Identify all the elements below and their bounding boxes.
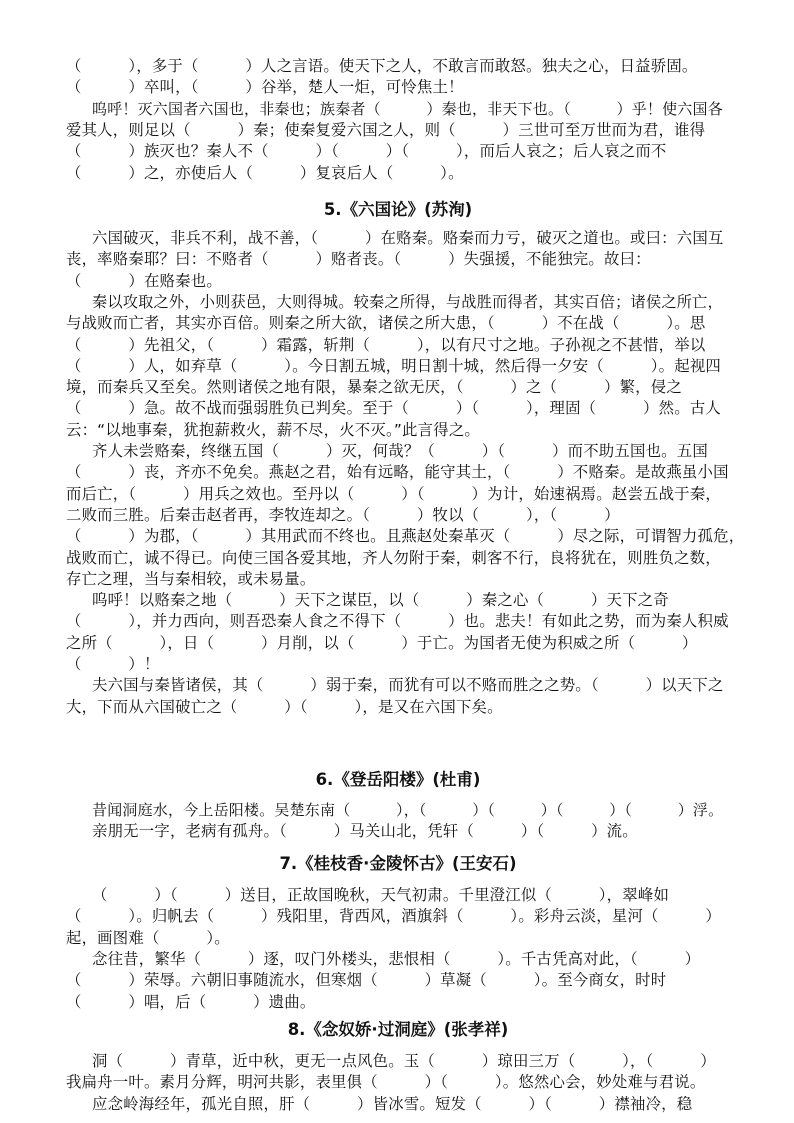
text-line: （ ），并力西向，则吾恐秦人食之不得下（ ）也。悲夫！有如此之势，而为秦人积威 <box>66 612 729 631</box>
text-line: 起，画图难（ ）。 <box>66 928 230 947</box>
text-line: 念往昔，繁华（ ）逐，叹门外楼头，悲恨相（ ）。千古凭高对此，（ ） <box>92 949 701 968</box>
text-line: 与战败而亡者，其实亦百倍。则秦之所大欲，诸侯之所大患，（ ）不在战（ ）。思 <box>66 314 706 333</box>
text-line: （ ），多于（ ）人之言语。使天下之人，不敢言而敢怒。独夫之心，日益骄固。 <box>66 57 698 75</box>
text-line: 夫六国与秦皆诸侯，其（ ）弱于秦，而犹有可以不赂而胜之之势。（ ）以天下之 <box>92 676 724 695</box>
text-line: 洞（ ）青草，近中秋，更无一点风色。玉（ ）琼田三万（ ），（ ） <box>92 1052 716 1070</box>
text-line: 云：“以地事秦，犹抱薪救火，薪不尽，火不灭。”此言得之。 <box>66 420 481 439</box>
text-line: （ ）为郡，（ ）其用武而不终也。且燕赵处秦革灭（ ）尽之际，可谓智力孤危， <box>66 527 745 546</box>
text-line: （ ）丧，齐亦不免矣。燕赵之君，始有远略，能守其土，（ ）不赂秦。是故燕虽小国 <box>66 463 729 482</box>
text-line: （ ）！ <box>66 655 160 673</box>
text-line: 丧，率赂秦耶？曰：不赂者（ ）赂者丧。（ ）失强援，不能独完。故曰： <box>66 250 651 269</box>
section-title: 8.《念奴娇·过洞庭》(张孝祥) <box>287 1020 509 1039</box>
text-line: 应念岭海经年，孤光自照，肝（ ）皆冰雪。短发（ ）（ ）襟袖冷，稳 <box>92 1094 693 1113</box>
text-line: （ ）在赂秦也。 <box>66 271 222 290</box>
text-line: 二败而三胜。后秦击赵者再，李牧连却之。（ ）牧以（ ），（ ） <box>66 505 620 524</box>
text-line: 大，下而从六国破亡之（ ）（ ），是又在六国下矣。 <box>66 697 503 716</box>
text-line: 我扁舟一叶。素月分辉，明河共影，表里俱（ ）（ ）。悠然心会，妙处难与君说。 <box>66 1073 706 1092</box>
text-line: 秦以攻取之外，小则获邑，大则得城。较秦之所得，与战胜而得者，其实百倍；诸侯之所亡， <box>92 292 723 311</box>
text-line: 六国破灭，非兵不利，战不善，（ ）在赂秦。赂秦而力亏，破灭之道也。或曰：六国互 <box>92 229 724 247</box>
text-line: （ ）（ ）送目，正故国晚秋，天气初肃。千里澄江似（ ），翠峰如 <box>92 886 670 904</box>
text-line: 亲朋无一字，老病有孤舟。（ ）马关山北，凭轩（ ）（ ）流。 <box>92 822 638 841</box>
text-line: 战败而亡，诚不得已。向使三国各爱其地，齐人勿附于秦，刺客不行，良将犹在，则胜负之数， <box>66 548 721 567</box>
text-line: 存亡之理，当与秦相较，或未易量。 <box>66 569 316 588</box>
text-line: 境，而秦兵又至矣。然则诸侯之地有限，暴秦之欲无厌，（ ）之（ ）繁，侵之 <box>66 378 682 397</box>
text-line: 齐人未尝赂秦，终继五国（ ）灭，何哉？（ ）（ ）而不助五国也。五国 <box>92 442 708 460</box>
text-line: （ ）先祖父，（ ）霜露，斩荆（ ），以有尺寸之地。子孙视之不甚惜，举以 <box>66 335 706 354</box>
text-line: （ ）人，如弃草（ ）。今日割五城，明日割十城，然后得一夕安（ ）。起视四 <box>66 356 721 375</box>
text-line: （ ）卒叫，（ ）谷举，楚人一炬，可怜焦土！ <box>66 78 464 97</box>
section-title: 6.《登岳阳楼》(杜甫) <box>315 770 481 789</box>
text-line: （ ）急。故不战而强弱胜负已判矣。至于（ ）（ ），理固（ ）然。古人 <box>66 399 721 418</box>
section-title: 7.《桂枝香·金陵怀古》(王安石) <box>279 854 517 873</box>
text-line: 昔闻洞庭水，今上岳阳楼。吴楚东南（ ），（ ）（ ）（ ）（ ）浮。 <box>92 801 724 819</box>
text-line: 呜呼！灭六国者六国也，非秦也；族秦者（ ）秦也，非天下也。（ ）乎！使六国各 <box>92 99 723 118</box>
text-line: （ ）。归帆去（ ）残阳里，背西风，酒旗斜（ ）。彩舟云淡，星河（ ） <box>66 907 721 926</box>
section-title: 5.《六国论》(苏洵) <box>323 200 473 219</box>
text-line: 呜呼！以赂秦之地（ ）天下之谋臣，以（ ）秦之心（ ）天下之奇 <box>92 591 669 610</box>
text-line: 而后亡，（ ）用兵之效也。至丹以（ ）（ ）为计，始速祸焉。赵尝五战于秦， <box>66 484 721 503</box>
text-line: （ ）族灭也？秦人不（ ）（ ）（ ），而后人哀之；后人哀之而不 <box>66 142 667 161</box>
text-line: （ ）唱，后（ ）遗曲。 <box>66 992 316 1011</box>
text-line: （ ）荣辱。六朝旧事随流水，但寒烟（ ）草凝（ ）。至今商女，时时 <box>66 971 667 990</box>
text-line: 爱其人，则足以（ ）秦；使秦复爱六国之人，则（ ）三世可至万世而为君，谁得 <box>66 120 706 139</box>
text-line: （ ）之，亦使后人（ ）复哀后人（ ）。 <box>66 163 464 182</box>
text-line: 之所（ ），日（ ）月削，以（ ）于亡。为国者无使为积威之所（ ） <box>66 633 698 652</box>
